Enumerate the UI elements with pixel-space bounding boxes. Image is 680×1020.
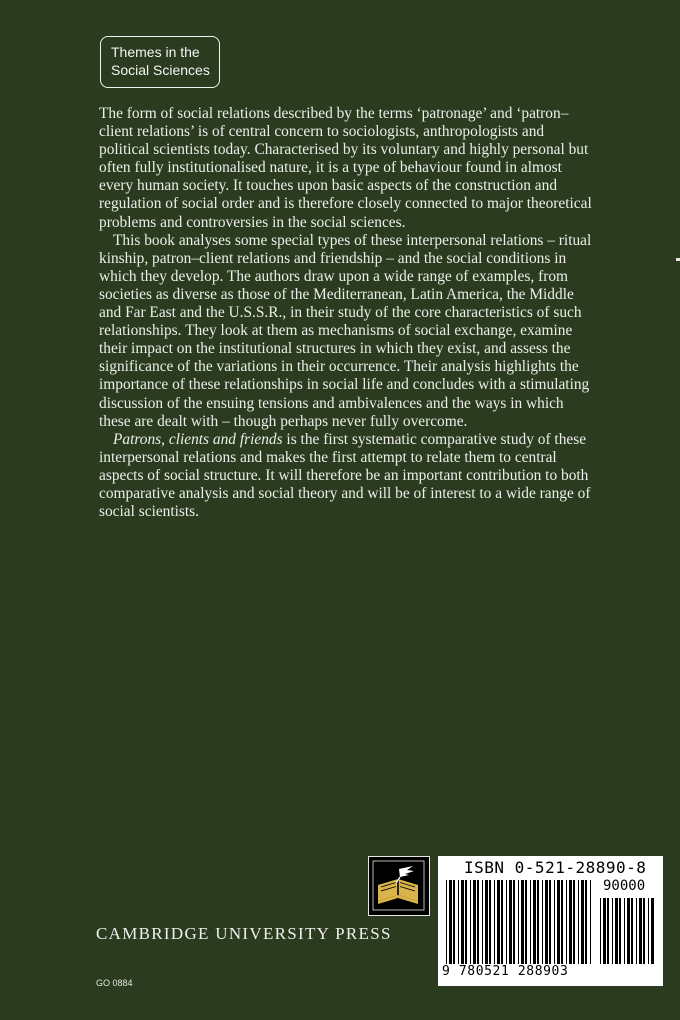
blurb-paragraph-3-text: is the first systematic comparative study of these interpersonal relations and makes the first attempt to relate them to central aspects of social structure. It will therefore be an important contribution to both comparative analysis and social theory and will be of interest to a wide range of social scientists. bbox=[99, 430, 591, 521]
barcode-bar bbox=[615, 898, 618, 964]
isbn-number: ISBN 0-521-28890-8 bbox=[464, 858, 647, 877]
barcode-bar bbox=[636, 898, 637, 964]
barcode-bar bbox=[513, 880, 515, 964]
series-logo-box bbox=[100, 36, 220, 88]
blurb-text bbox=[99, 105, 596, 521]
barcode-bar bbox=[607, 898, 609, 964]
barcode-bar bbox=[537, 880, 539, 964]
barcode-bar bbox=[509, 880, 512, 964]
barcode-bar bbox=[554, 880, 555, 964]
barcode-bar bbox=[521, 880, 524, 964]
barcode-bar bbox=[549, 880, 551, 964]
barcode-bar bbox=[489, 880, 491, 964]
barcode-bar bbox=[545, 880, 548, 964]
catalog-code: GO 0884 bbox=[96, 978, 133, 988]
barcode-bar bbox=[458, 880, 459, 964]
barcode-bar bbox=[590, 880, 591, 964]
barcode-bar bbox=[561, 880, 563, 964]
barcode-bar bbox=[473, 880, 476, 964]
barcode-bar bbox=[465, 880, 467, 964]
barcode-bar bbox=[477, 880, 479, 964]
barcode-bar bbox=[530, 880, 531, 964]
barcode-bar bbox=[506, 880, 507, 964]
book-title-italic: Patrons, clients and friends bbox=[113, 430, 283, 448]
barcode-bar bbox=[573, 880, 575, 964]
barcode-bar bbox=[619, 898, 621, 964]
isbn-barcode-panel bbox=[438, 856, 663, 986]
barcode-bar bbox=[651, 898, 654, 964]
blurb-paragraph-3 bbox=[99, 431, 596, 521]
barcode-bar bbox=[533, 880, 536, 964]
barcode-bar bbox=[446, 880, 447, 964]
publisher-name: CAMBRIDGE UNIVERSITY PRESS bbox=[96, 924, 392, 943]
barcode-bar bbox=[581, 880, 584, 964]
barcode-bar bbox=[470, 880, 471, 964]
barcode-bar bbox=[497, 880, 500, 964]
barcode-bar bbox=[612, 898, 613, 964]
barcode-bar bbox=[461, 880, 464, 964]
barcode-bar bbox=[627, 898, 630, 964]
barcode-bar bbox=[494, 880, 495, 964]
barcode-bar bbox=[501, 880, 503, 964]
barcode-bar bbox=[542, 880, 543, 964]
barcode-bar bbox=[449, 880, 452, 964]
price-addon-code: 90000 bbox=[603, 878, 646, 894]
barcode-bar bbox=[569, 880, 572, 964]
barcode-bar bbox=[518, 880, 519, 964]
blurb-paragraph-2: This book analyses some special types of these interpersonal relations – ritual kinship, patron–client relations and friendship – and the social conditions in which they develop. The authors draw upon a wide range of examples, from societies as diverse as those of the Mediterranean, Latin America, the Middle and Far East and the U.S.S.R., in their study of the core characteristics of such relationships. They look at them as mechanisms of social exchange, examine their impact on the institutional structures in which they exist, and assess the significance of the variations in their occurrence. Their analysis highlights the importance of these relationships in social life and concludes with a stimulating discussion of the ensuing tensions and ambivalences and the ways in which these are dealt with – though perhaps never fully overcome. bbox=[99, 231, 592, 430]
barcode-bar bbox=[566, 880, 567, 964]
barcode-bar bbox=[648, 898, 649, 964]
series-title-line1: Themes in the bbox=[111, 44, 200, 60]
blurb-paragraph-1: The form of social relations described by the terms ‘patronage’ and ‘patron–client relations’ is of central concern to sociologists, anthropologists and political scientists today. Characterised by its voluntary and highly personal but often fully institutionalised nature, it is a type of behaviour found in almost every human society. It touches upon basic aspects of the construction and regulation of social order and is therefore closely connected to major theoretical problems and controversies in the social sciences. bbox=[99, 105, 592, 231]
barcode-bar bbox=[525, 880, 527, 964]
barcode-bar bbox=[603, 898, 606, 964]
barcode-bar bbox=[585, 880, 587, 964]
barcode-bar bbox=[600, 898, 601, 964]
barcode-bar bbox=[557, 880, 560, 964]
series-title-line2: Social Sciences bbox=[111, 62, 210, 78]
barcode-bar bbox=[631, 898, 633, 964]
cambridge-press-logo-icon bbox=[368, 856, 430, 916]
barcode-bar bbox=[578, 880, 579, 964]
edge-tick-mark bbox=[676, 258, 680, 261]
barcode-bar bbox=[453, 880, 455, 964]
ean-number: 9 780521 288903 bbox=[442, 964, 569, 979]
barcode-bar bbox=[624, 898, 625, 964]
barcode-bar bbox=[639, 898, 642, 964]
barcode-bar bbox=[482, 880, 483, 964]
ean-barcode-bars bbox=[446, 880, 591, 964]
addon-barcode-bars bbox=[600, 898, 654, 964]
barcode-bar bbox=[643, 898, 645, 964]
barcode-bar bbox=[485, 880, 488, 964]
